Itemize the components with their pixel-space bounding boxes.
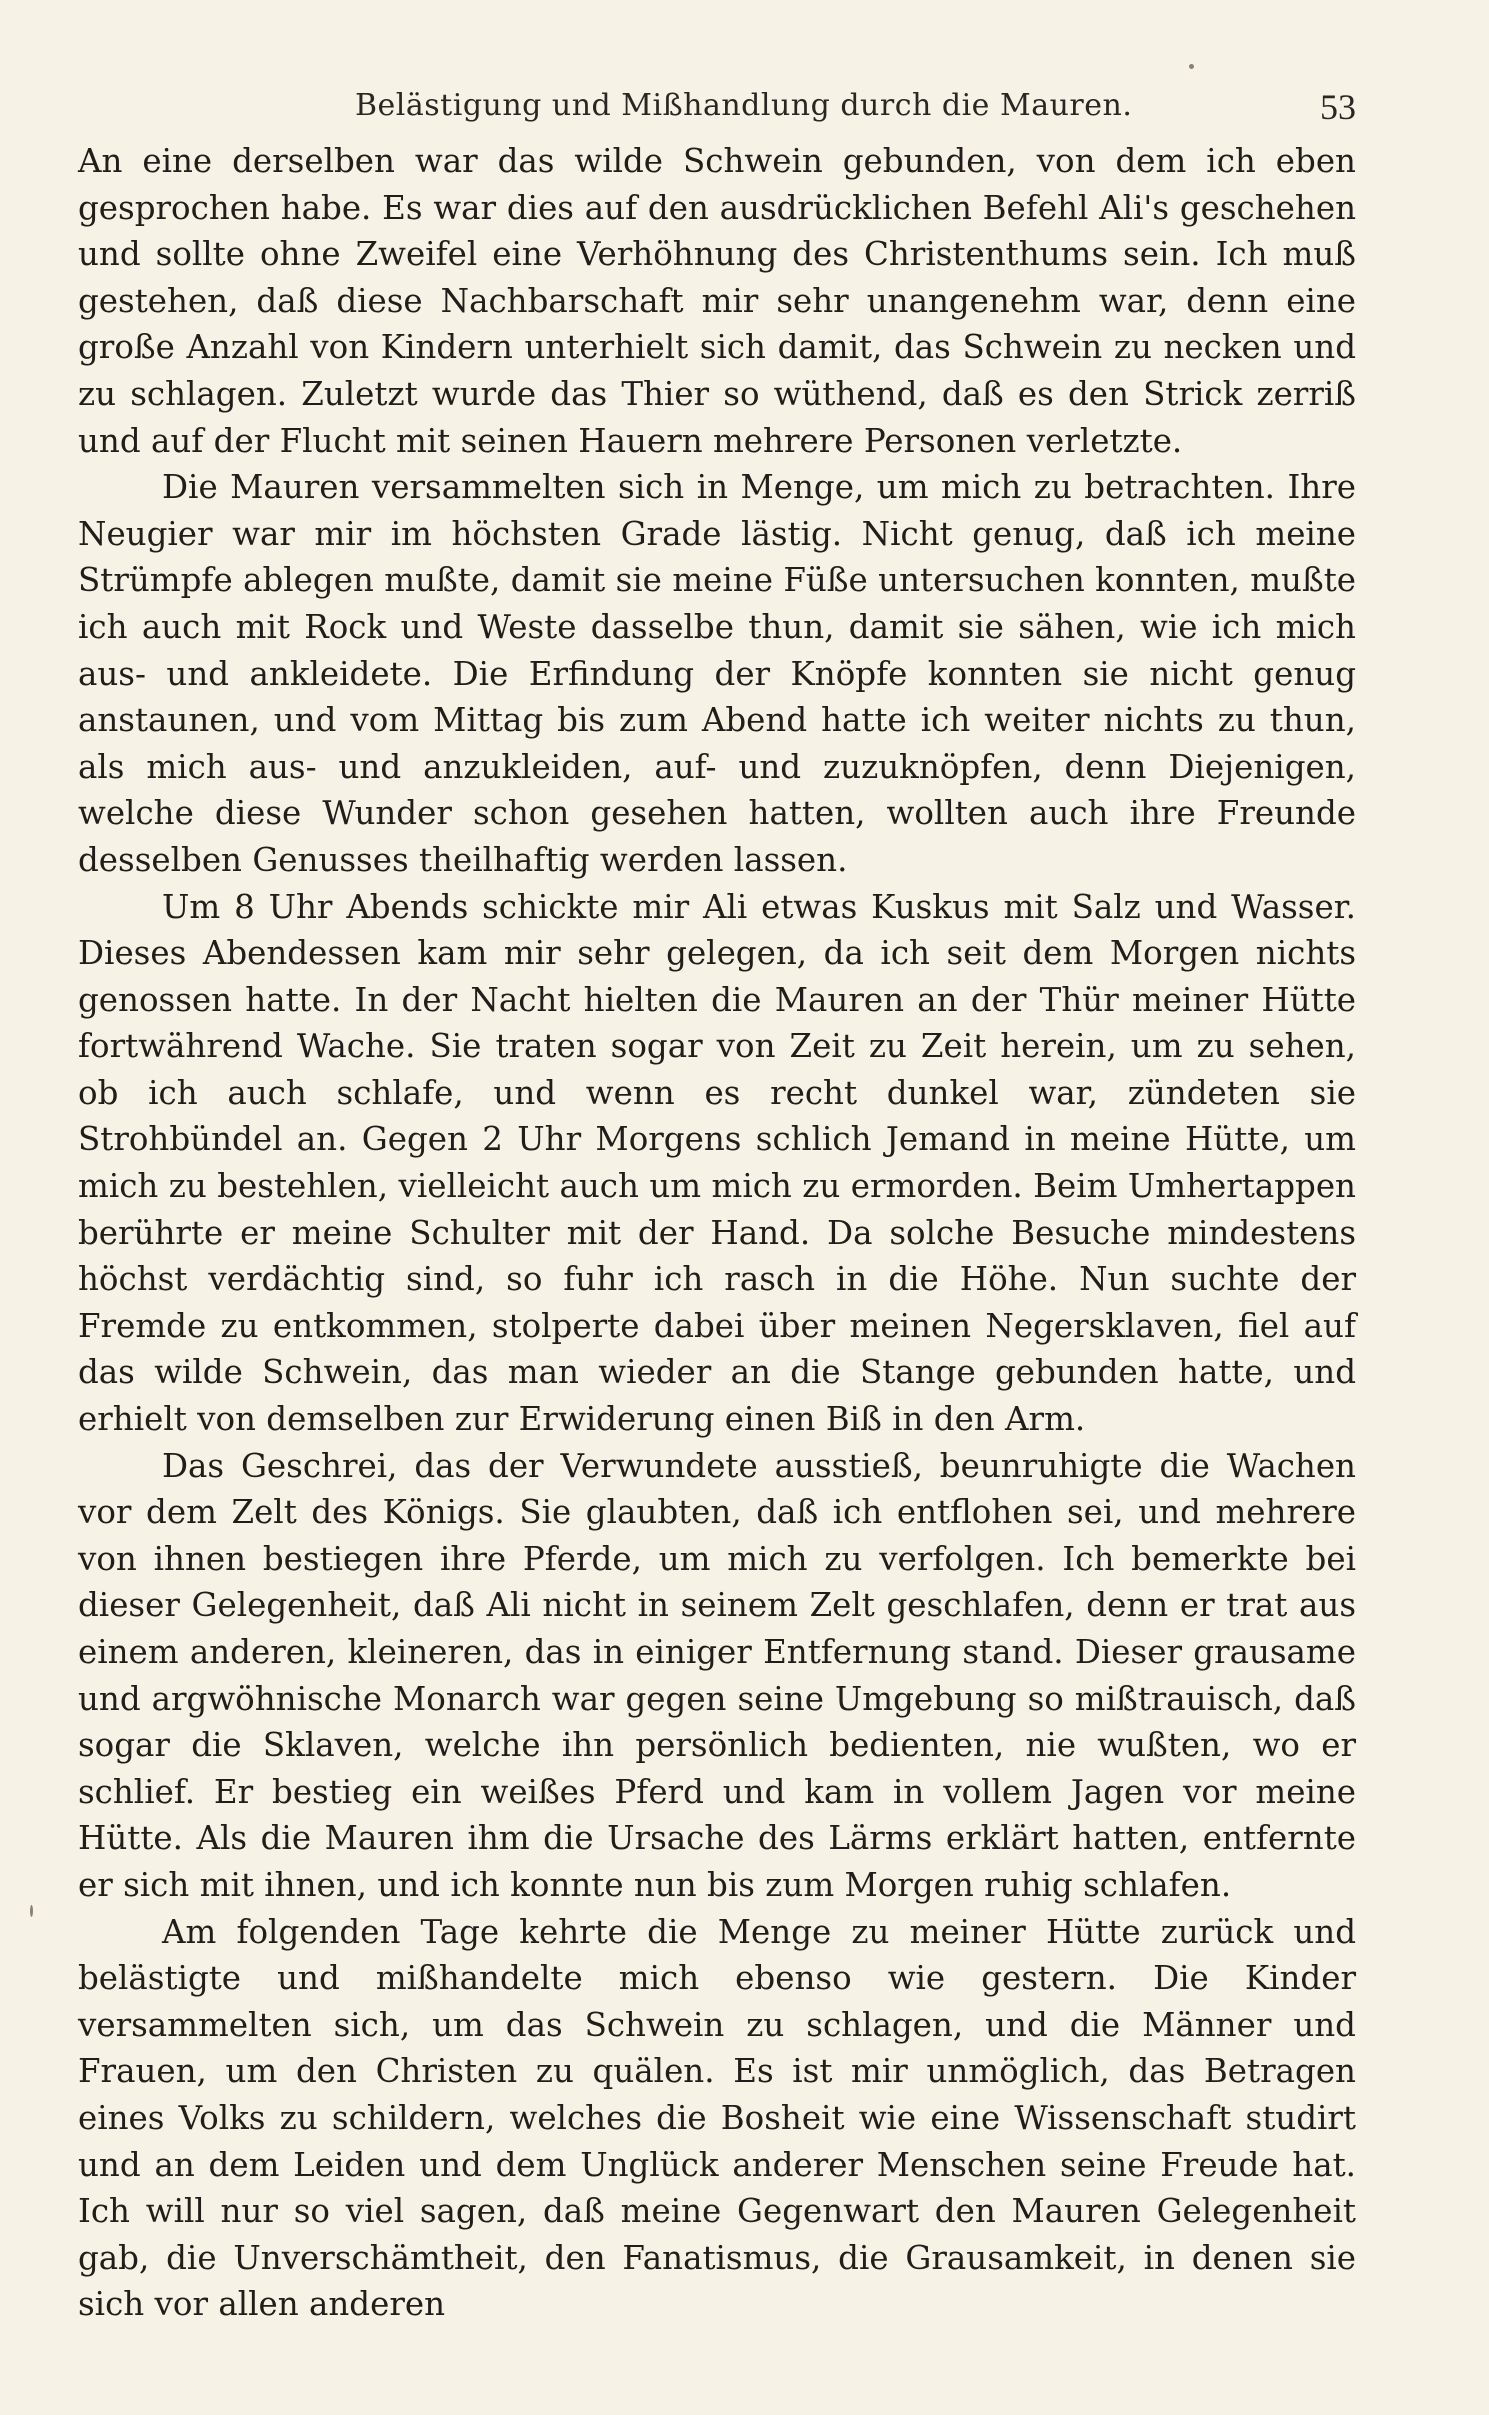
body-text (78, 138, 1356, 2328)
page-number: 53 (1320, 87, 1356, 127)
paragraph-2: Die Mauren versammelten sich in Menge, um mich zu betrachten. Ihre Neugier war mir im höchsten Grade lästig. Nicht genug, daß ich meine Strümpfe ablegen mußte, damit sie meine Füße untersuchen konnten, mußte ich auch mit Rock und Weste dasselbe thun, damit sie sähen, wie ich mich aus- und ankleidete. Die Erfindung der Knöpfe konnten sie nicht genug anstaunen, und vom Mittag bis zum Abend hatte ich weiter nichts zu thun, als mich aus- und anzukleiden, auf- und zuzuknöpfen, denn Diejenigen, welche diese Wunder schon gesehen hatten, wollten auch ihre Freunde desselben Genusses theilhaftig werden lassen. (78, 468, 1356, 879)
paragraph-5: Am folgenden Tage kehrte die Menge zu meiner Hütte zurück und belästigte und mißhandelte mich ebenso wie gestern. Die Kinder versammelten sich, um das Schwein zu schlagen, und die Männer und Frauen, um den Christen zu quälen. Es ist mir unmöglich, das Betragen eines Volks zu schildern, welches die Bosheit wie eine Wissenschaft studirt und an dem Leiden und dem Unglück anderer Menschen seine Freude hat. Ich will nur so viel sagen, daß meine Gegenwart den Mauren Gelegenheit gab, die Unverschämtheit, den Fanatismus, die Grausamkeit, in denen sie sich vor allen anderen (78, 1912, 1356, 2324)
running-head (0, 78, 1489, 138)
running-title: Belästigung und Mißhandlung durch die Mauren. (355, 88, 1133, 123)
print-speck (1189, 64, 1194, 69)
print-speck (30, 1905, 33, 1917)
paragraph-1: An eine derselben war das wilde Schwein gebunden, von dem ich eben gesprochen habe. Es war dies auf den ausdrücklichen Befehl Ali's geschehen und sollte ohne Zweifel eine Verhöhnung des Christenthums sein. Ich muß gestehen, daß diese Nachbarschaft mir sehr unangenehm war, denn eine große Anzahl von Kindern unterhielt sich damit, das Schwein zu necken und zu schlagen. Zuletzt wurde das Thier so wüthend, daß es den Strick zerriß und auf der Flucht mit seinen Hauern mehrere Personen verletzte. (78, 142, 1356, 460)
paragraph-4: Das Geschrei, das der Verwundete ausstieß, beunruhigte die Wachen vor dem Zelt des Königs. Sie glaubten, daß ich entflohen sei, und mehrere von ihnen bestiegen ihre Pferde, um mich zu verfolgen. Ich bemerkte bei dieser Gelegenheit, daß Ali nicht in seinem Zelt geschlafen, denn er trat aus einem anderen, kleineren, das in einiger Entfernung stand. Dieser grausame und argwöhnische Monarch war gegen seine Umgebung so mißtrauisch, daß sogar die Sklaven, welche ihn persönlich bedienten, nie wußten, wo er schlief. Er bestieg ein weißes Pferd und kam in vollem Jagen vor meine Hütte. Als die Mauren ihm die Ursache des Lärms erklärt hatten, entfernte er sich mit ihnen, und ich konnte nun bis zum Morgen ruhig schlafen. (78, 1446, 1356, 1904)
paragraph-3: Um 8 Uhr Abends schickte mir Ali etwas Kuskus mit Salz und Wasser. Dieses Abendessen kam mir sehr gelegen, da ich seit dem Morgen nichts genossen hatte. In der Nacht hielten die Mauren an der Thür meiner Hütte fortwährend Wache. Sie traten sogar von Zeit zu Zeit herein, um zu sehen, ob ich auch schlafe, und wenn es recht dunkel war, zündeten sie Strohbündel an. Gegen 2 Uhr Morgens schlich Jemand in meine Hütte, um mich zu bestehlen, vielleicht auch um mich zu ermorden. Beim Umhertappen berührte er meine Schulter mit der Hand. Da solche Besuche mindestens höchst verdächtig sind, so fuhr ich rasch in die Höhe. Nun suchte der Fremde zu entkommen, stolperte dabei über meinen Negersklaven, fiel auf das wilde Schwein, das man wieder an die Stange gebunden hatte, und erhielt von demselben zur Erwiderung einen Biß in den Arm. (78, 887, 1356, 1439)
